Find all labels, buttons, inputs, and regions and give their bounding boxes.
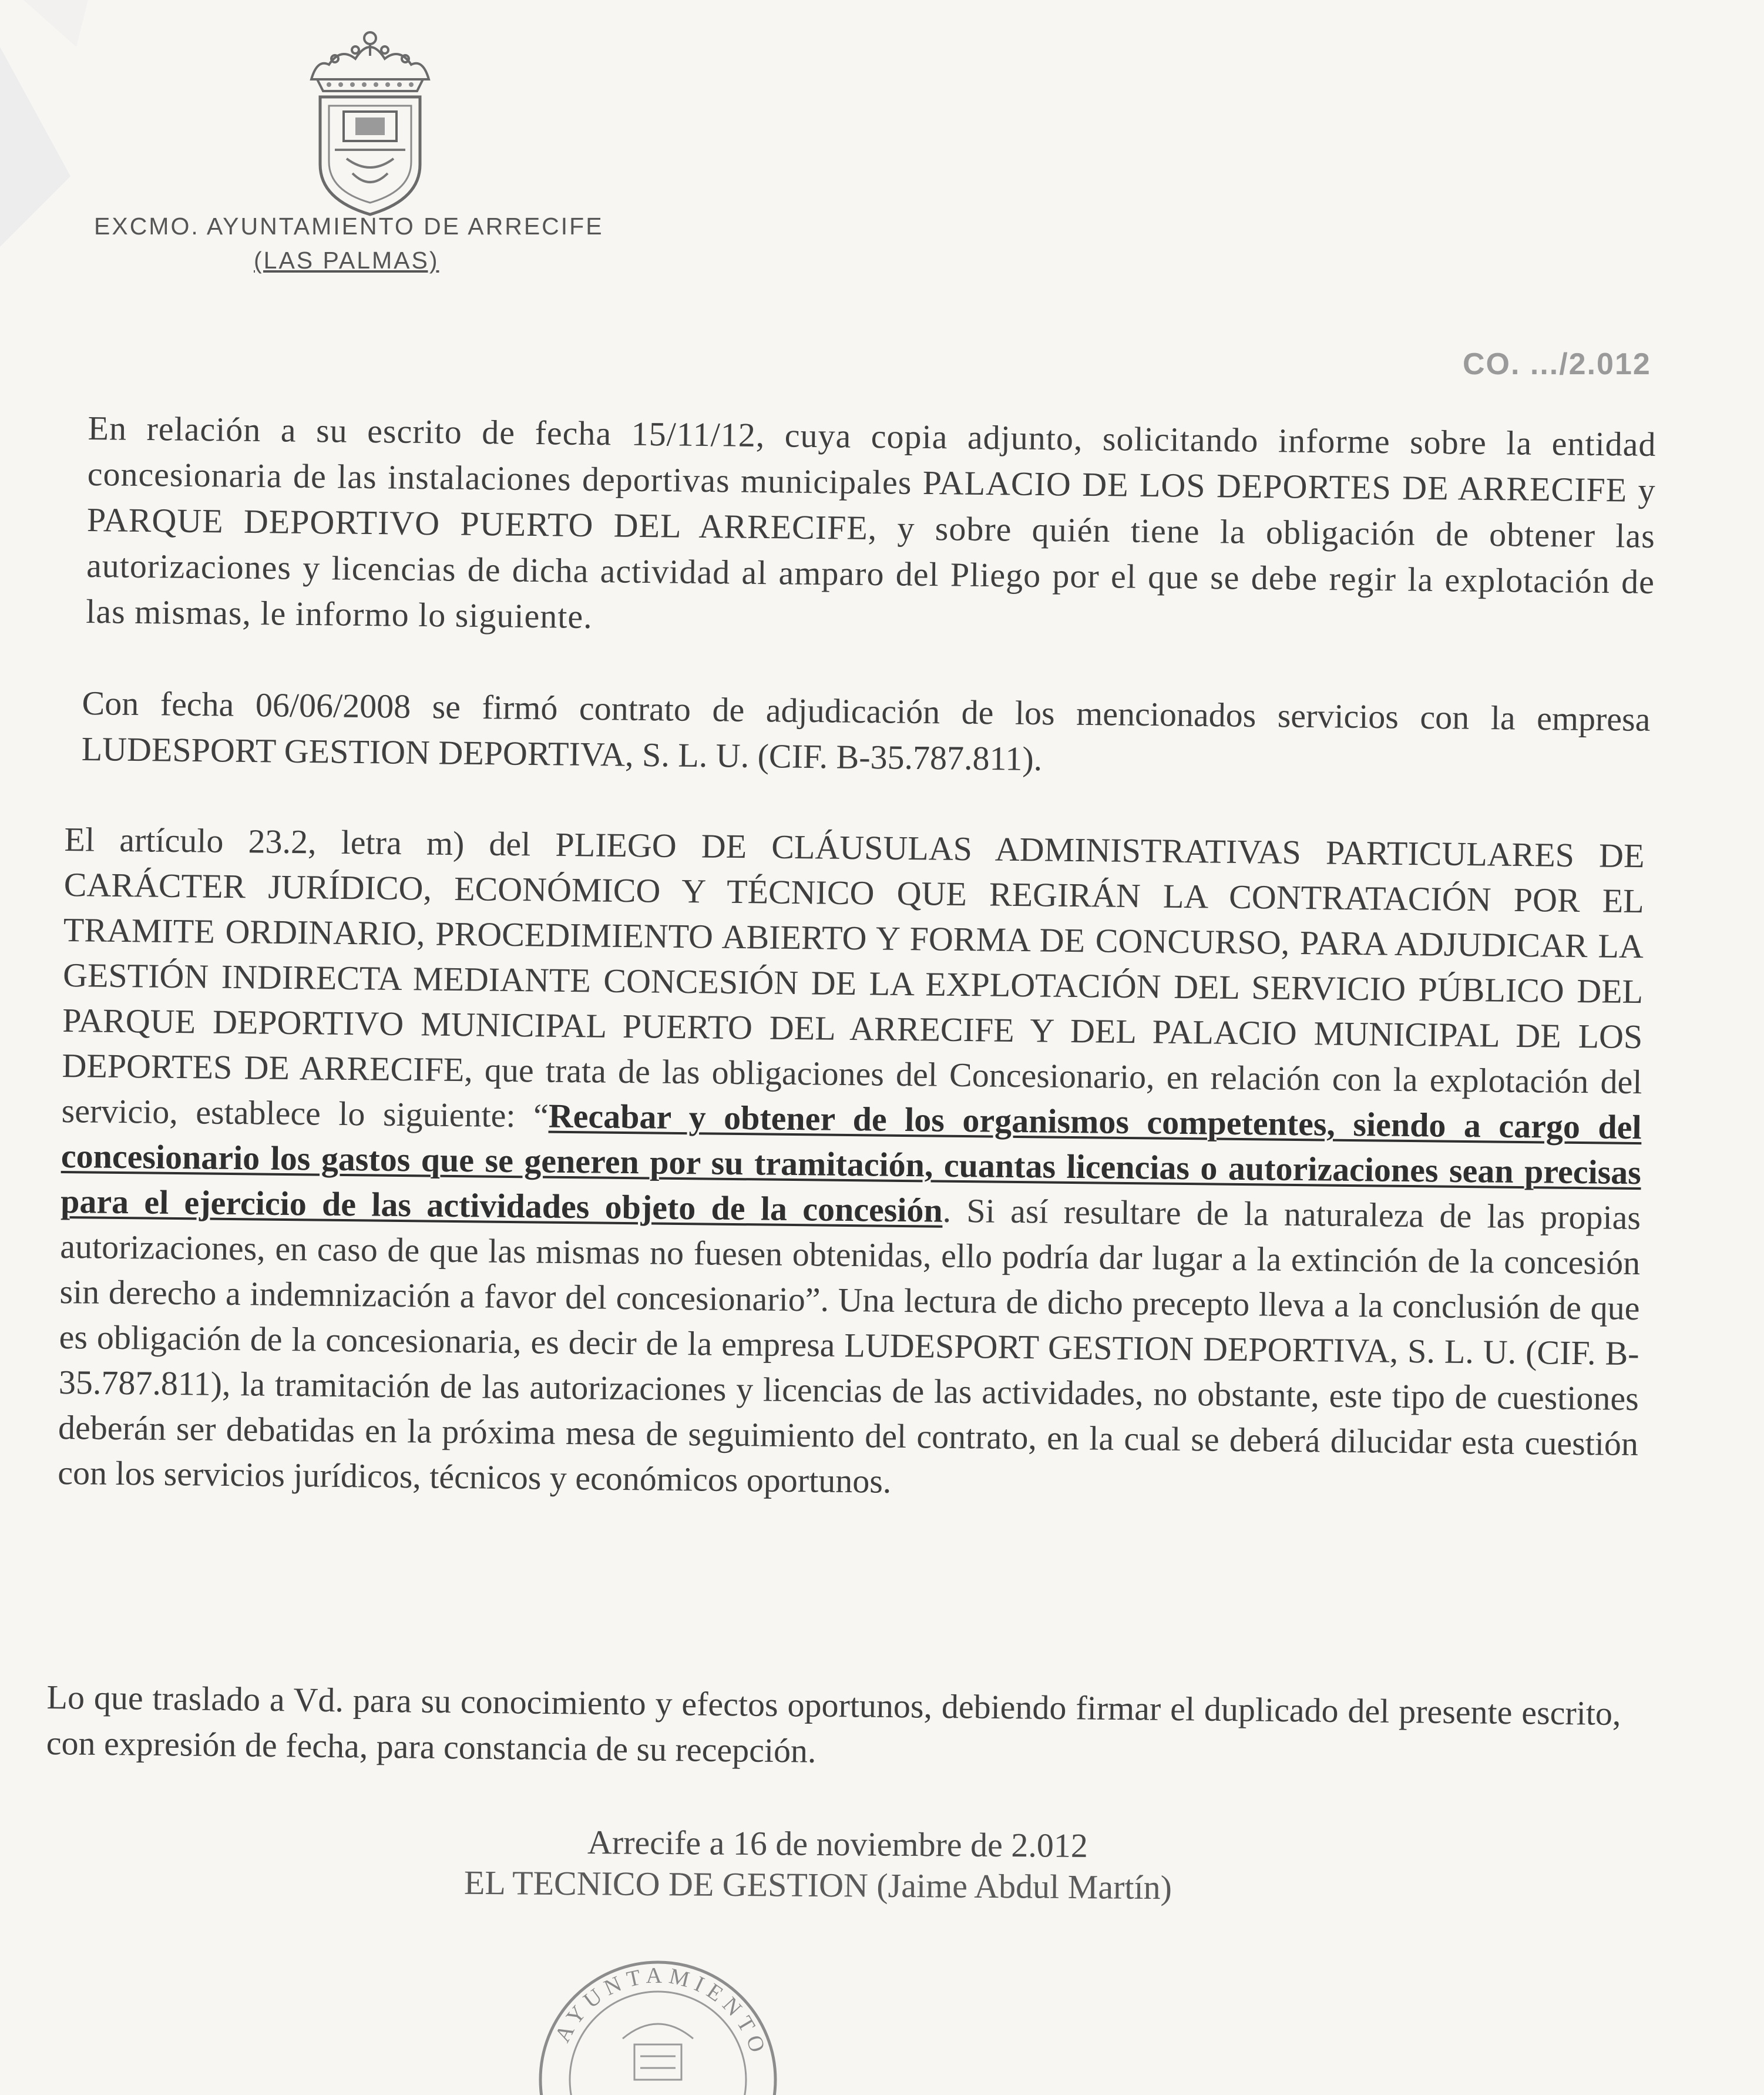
signer-title: EL TECNICO DE GESTION (Jaime Abdul Martín) xyxy=(463,1863,1172,1907)
paragraph-closing: Lo que traslado a Vd. para su conocimiento y efectos oportunos, debiendo firmar el duplicado del presente escrito, con expresión de fecha, para constancia de su recepción. xyxy=(46,1677,1621,1770)
svg-text:AYUNTAMIENTO: AYUNTAMIENTO xyxy=(550,1963,772,2061)
scan-edge-mark xyxy=(0,0,94,247)
article-intro: El artículo 23.2, letra m) del PLIEGO DE CLÁUSULAS ADMINISTRATIVAS PARTICULARES DE CARÁCTER JURÍDICO, ECONÓMICO Y TÉCNICO QUE REGIRÁN LA CONTRATACIÓN POR EL TRAMITE ORDINARIO, PROCEDIMIENTO ABIERTO Y FORMA DE CONCURSO, PARA ADJUDICAR LA GESTIÓN INDIRECTA MEDIANTE CONCESIÓN DE LA EXPLOTACIÓN DEL SERVICIO PÚBLICO DEL PARQUE DEPORTIVO MUNICIPAL PUERTO DEL ARRECIFE Y DEL PALACIO MUNICIPAL DE LOS DEPORTES DE ARRECIFE, que trata de las obligaciones del Concesionario, en relación con la explotación del servicio, establece lo siguiente: “ xyxy=(61,820,1645,1135)
coat-of-arms-logo xyxy=(300,23,441,217)
article-conclusion: . Si así resultare de la naturaleza de las propias autorizaciones, en caso de que las mismas no fuesen obtenidas, ello podría dar lugar a la extinción de la concesión sin derecho a indemnización a favor del concesionario”. Una lectura de dicho precepto lleva a la conclusión de que es obligación de la concesionaria, es decir de la empresa LUDESPORT GESTION DEPORTIVA, S. L. U. (CIF. B-35.787.811), la tramitación de las autorizaciones y licencias de las actividades, no obstante, este tipo de cuestiones deberán ser debatidas en la próxima mesa de seguimiento del contrato, en la cual se deberá dilucidar esta cuestión con los servicios jurídicos, técnicos y económicos oportunos. xyxy=(57,1191,1641,1500)
paragraph-article xyxy=(58,817,1645,1512)
paragraph-request: En relación a su escrito de fecha 15/11/12, cuya copia adjunto, solicitando informe sobre la entidad concesionaria de las instalaciones deportivas municipales PALACIO DE LOS DEPORTES DE ARRECIFE y PARQUE DEPORTIVO PUERTO DEL ARRECIFE, y sobre quién tiene la obligación de obtener las autorizaciones y licencias de dicha actividad al amparo del Pliego por el que se debe regir la explotación de las mismas, le informo lo siguiente. xyxy=(85,408,1657,636)
paragraph-contract: Con fecha 06/06/2008 se firmó contrato de adjudicación de los mencionados servicios con la empresa LUDESPORT GESTION DEPORTIVA, S. L. U. (CIF. B-35.787.811). xyxy=(81,683,1651,778)
organization-region xyxy=(254,247,439,274)
official-seal-stamp xyxy=(535,1921,781,2095)
organization-region-text: (LAS PALMAS) xyxy=(254,247,439,274)
organization-name: EXCMO. AYUNTAMIENTO DE ARRECIFE xyxy=(94,213,604,240)
document-reference: CO. .../2.012 xyxy=(1463,347,1651,381)
article-quote-underlined: Recabar y obtener de los organismos competentes, siendo a cargo del concesionario los gastos que se generen por su tramitación, cuantas licencias o autorizaciones sean precisas para el ejercicio de las actividades objeto de la concesión xyxy=(60,1096,1642,1230)
place-and-date: Arrecife a 16 de noviembre de 2.012 xyxy=(587,1823,1088,1865)
